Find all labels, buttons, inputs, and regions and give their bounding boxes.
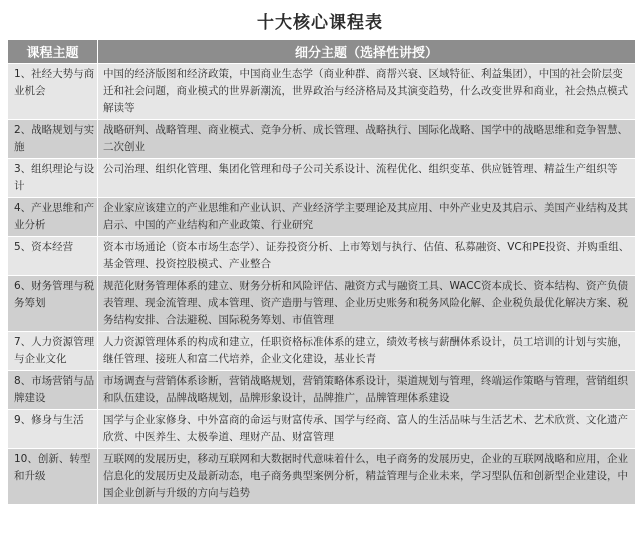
- table-header-row: [8, 40, 636, 64]
- course-detail: 公司治理、组织化管理、集团化管理和母子公司关系设计、流程优化、组织变革、供应链管理、精益生产组织等: [98, 159, 636, 198]
- course-topic: 7、人力资源管理与企业文化: [8, 332, 98, 371]
- table-row: [8, 64, 636, 120]
- table-row: [8, 449, 636, 505]
- column-header-detail: 细分主题（选择性讲授）: [98, 40, 636, 64]
- table-row: [8, 120, 636, 159]
- course-topic: 5、资本经营: [8, 237, 98, 276]
- page-title: 十大核心课程表: [257, 13, 383, 33]
- course-detail: 互联网的发展历史，移动互联网和大数据时代意味着什么，电子商务的发展历史，企业的互联网战略和应用，企业信息化的发展历史及最新动态，电子商务典型案例分析，精益管理与企业未来，学习型队伍和创新型企业建设，中国企业创新与升级的方向与趋势: [98, 449, 636, 505]
- course-topic: 9、修身与生活: [8, 410, 98, 449]
- course-topic: 4、产业思维和产业分析: [8, 198, 98, 237]
- table-row: [8, 332, 636, 371]
- course-detail: 企业家应该建立的产业思维和产业认识、产业经济学主要理论及其应用、中外产业史及其启示、美国产业结构及其启示、中国的产业结构和产业政策、行业研究: [98, 198, 636, 237]
- column-header-topic: 课程主题: [8, 40, 98, 64]
- course-table: [7, 39, 636, 505]
- course-detail: 国学与企业家修身、中外富商的命运与财富传承、国学与经商、富人的生活品味与生活艺术、艺术欣赏、文化遗产欣赏、中医养生、太极拳道、理财产品、财富管理: [98, 410, 636, 449]
- table-row: [8, 410, 636, 449]
- course-topic: 2、战略规划与实施: [8, 120, 98, 159]
- table-row: [8, 159, 636, 198]
- course-detail: 规范化财务管理体系的建立、财务分析和风险评估、融资方式与融资工具、WACC资本成长、资本结构、资产负债表管理、现金流管理、成本管理、资产造册与管理、企业历史账务和税务风险化解、企业税负最优化解决方案、税务结构安排、合法避税、国际税务筹划、市值管理: [98, 276, 636, 332]
- table-row: [8, 237, 636, 276]
- table-row: [8, 276, 636, 332]
- table-row: [8, 198, 636, 237]
- course-topic: 10、创新、转型和升级: [8, 449, 98, 505]
- course-detail: 市场调查与营销体系诊断，营销战略规划，营销策略体系设计，渠道规划与管理，终端运作策略与管理，营销组织和队伍建设，品牌战略规划，品牌形象设计，品牌推广，品牌管理体系建设: [98, 371, 636, 410]
- course-topic: 8、市场营销与品牌建设: [8, 371, 98, 410]
- course-topic: 6、财务管理与税务筹划: [8, 276, 98, 332]
- course-detail: 资本市场通论（资本市场生态学）、证券投资分析、上市筹划与执行、估值、私募融资、VC和PE投资、并购重组、基金管理、投资控股模式、产业整合: [98, 237, 636, 276]
- course-detail: 战略研判、战略管理、商业模式、竞争分析、成长管理、战略执行、国际化战略、国学中的战略思维和竞争智慧、二次创业: [98, 120, 636, 159]
- course-detail: 人力资源管理体系的构成和建立，任职资格标准体系的建立，绩效考核与薪酬体系设计，员工培训的计划与实施，继任管理、接班人和富二代培养，企业文化建设，基业长青: [98, 332, 636, 371]
- course-topic: 3、组织理论与设计: [8, 159, 98, 198]
- table-row: [8, 371, 636, 410]
- course-detail: 中国的经济版图和经济政策，中国商业生态学（商业种群、商帮兴衰、区域特征、利益集团），中国的社会阶层变迁和社会问题，商业模式的世界新潮流，世界政治与经济格局及其演变趋势，什么改变世界和商业，社会热点模式解读等: [98, 64, 636, 120]
- course-topic: 1、社经大势与商业机会: [8, 64, 98, 120]
